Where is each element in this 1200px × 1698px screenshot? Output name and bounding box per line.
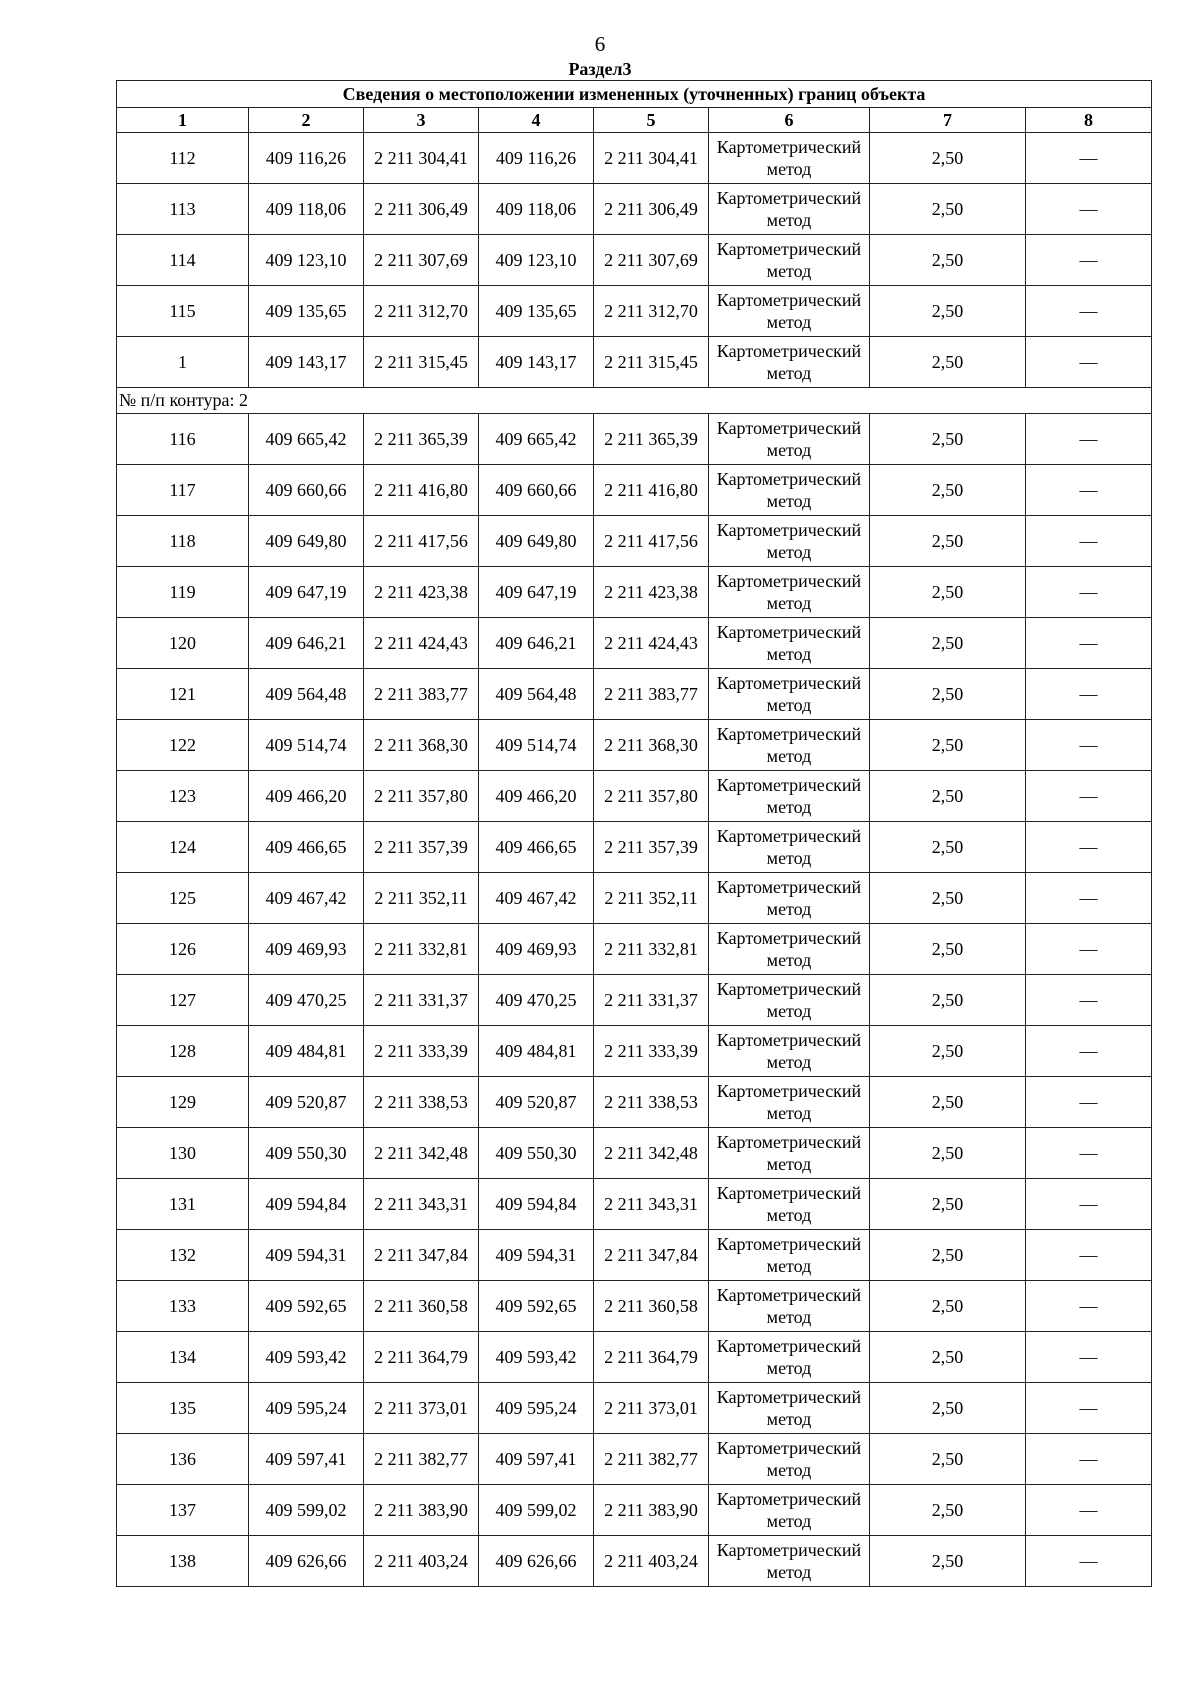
method-cell: Картометрический метод xyxy=(709,1179,870,1230)
accuracy-cell: 2,50 xyxy=(870,1026,1026,1077)
x-new-cell: 409 594,84 xyxy=(479,1179,594,1230)
method-cell: Картометрический метод xyxy=(709,618,870,669)
x-existing-cell: 409 469,93 xyxy=(249,924,364,975)
description-cell: — xyxy=(1026,1230,1152,1281)
point-number-cell: 131 xyxy=(117,1179,249,1230)
description-cell: — xyxy=(1026,1128,1152,1179)
table-row xyxy=(117,286,1152,337)
accuracy-cell: 2,50 xyxy=(870,516,1026,567)
point-number-cell: 122 xyxy=(117,720,249,771)
y-new-cell: 2 211 352,11 xyxy=(594,873,709,924)
accuracy-cell: 2,50 xyxy=(870,1383,1026,1434)
x-new-cell: 409 597,41 xyxy=(479,1434,594,1485)
method-cell: Картометрический метод xyxy=(709,1383,870,1434)
table-row xyxy=(117,1434,1152,1485)
accuracy-cell: 2,50 xyxy=(870,1230,1026,1281)
y-existing-cell: 2 211 306,49 xyxy=(364,184,479,235)
table-row xyxy=(117,414,1152,465)
x-existing-cell: 409 514,74 xyxy=(249,720,364,771)
accuracy-cell: 2,50 xyxy=(870,1179,1026,1230)
description-cell: — xyxy=(1026,1026,1152,1077)
column-header: 6 xyxy=(709,108,870,133)
y-new-cell: 2 211 304,41 xyxy=(594,133,709,184)
table-title-row xyxy=(117,81,1152,108)
method-cell: Картометрический метод xyxy=(709,720,870,771)
description-cell: — xyxy=(1026,184,1152,235)
point-number-cell: 133 xyxy=(117,1281,249,1332)
accuracy-cell: 2,50 xyxy=(870,184,1026,235)
x-new-cell: 409 116,26 xyxy=(479,133,594,184)
accuracy-cell: 2,50 xyxy=(870,567,1026,618)
table-row xyxy=(117,1536,1152,1587)
x-existing-cell: 409 626,66 xyxy=(249,1536,364,1587)
point-number-cell: 137 xyxy=(117,1485,249,1536)
y-new-cell: 2 211 312,70 xyxy=(594,286,709,337)
point-number-cell: 126 xyxy=(117,924,249,975)
x-new-cell: 409 550,30 xyxy=(479,1128,594,1179)
description-cell: — xyxy=(1026,1383,1152,1434)
y-existing-cell: 2 211 352,11 xyxy=(364,873,479,924)
y-new-cell: 2 211 338,53 xyxy=(594,1077,709,1128)
point-number-cell: 138 xyxy=(117,1536,249,1587)
y-existing-cell: 2 211 342,48 xyxy=(364,1128,479,1179)
x-existing-cell: 409 466,20 xyxy=(249,771,364,822)
x-existing-cell: 409 597,41 xyxy=(249,1434,364,1485)
y-existing-cell: 2 211 338,53 xyxy=(364,1077,479,1128)
x-existing-cell: 409 592,65 xyxy=(249,1281,364,1332)
x-new-cell: 409 647,19 xyxy=(479,567,594,618)
x-existing-cell: 409 646,21 xyxy=(249,618,364,669)
description-cell: — xyxy=(1026,1332,1152,1383)
y-new-cell: 2 211 383,90 xyxy=(594,1485,709,1536)
description-cell: — xyxy=(1026,822,1152,873)
y-existing-cell: 2 211 312,70 xyxy=(364,286,479,337)
boundary-coordinates-table xyxy=(116,80,1152,1587)
accuracy-cell: 2,50 xyxy=(870,1485,1026,1536)
method-cell: Картометрический метод xyxy=(709,1434,870,1485)
point-number-cell: 123 xyxy=(117,771,249,822)
y-new-cell: 2 211 423,38 xyxy=(594,567,709,618)
y-existing-cell: 2 211 416,80 xyxy=(364,465,479,516)
contour-row xyxy=(117,388,1152,414)
point-number-cell: 134 xyxy=(117,1332,249,1383)
description-cell: — xyxy=(1026,286,1152,337)
table-row xyxy=(117,1332,1152,1383)
description-cell: — xyxy=(1026,618,1152,669)
accuracy-cell: 2,50 xyxy=(870,133,1026,184)
description-cell: — xyxy=(1026,133,1152,184)
column-header: 3 xyxy=(364,108,479,133)
y-new-cell: 2 211 331,37 xyxy=(594,975,709,1026)
description-cell: — xyxy=(1026,720,1152,771)
y-new-cell: 2 211 424,43 xyxy=(594,618,709,669)
y-new-cell: 2 211 342,48 xyxy=(594,1128,709,1179)
y-new-cell: 2 211 347,84 xyxy=(594,1230,709,1281)
table-header-row xyxy=(117,108,1152,133)
accuracy-cell: 2,50 xyxy=(870,414,1026,465)
x-existing-cell: 409 649,80 xyxy=(249,516,364,567)
accuracy-cell: 2,50 xyxy=(870,720,1026,771)
table-row xyxy=(117,1230,1152,1281)
method-cell: Картометрический метод xyxy=(709,235,870,286)
description-cell: — xyxy=(1026,235,1152,286)
table-row xyxy=(117,184,1152,235)
x-new-cell: 409 649,80 xyxy=(479,516,594,567)
accuracy-cell: 2,50 xyxy=(870,1281,1026,1332)
table-row xyxy=(117,771,1152,822)
column-header: 5 xyxy=(594,108,709,133)
point-number-cell: 136 xyxy=(117,1434,249,1485)
accuracy-cell: 2,50 xyxy=(870,286,1026,337)
method-cell: Картометрический метод xyxy=(709,1536,870,1587)
point-number-cell: 115 xyxy=(117,286,249,337)
x-new-cell: 409 593,42 xyxy=(479,1332,594,1383)
method-cell: Картометрический метод xyxy=(709,1230,870,1281)
y-existing-cell: 2 211 382,77 xyxy=(364,1434,479,1485)
table-row xyxy=(117,567,1152,618)
x-new-cell: 409 594,31 xyxy=(479,1230,594,1281)
accuracy-cell: 2,50 xyxy=(870,1077,1026,1128)
method-cell: Картометрический метод xyxy=(709,1026,870,1077)
point-number-cell: 120 xyxy=(117,618,249,669)
x-new-cell: 409 592,65 xyxy=(479,1281,594,1332)
method-cell: Картометрический метод xyxy=(709,465,870,516)
table-row xyxy=(117,1485,1152,1536)
y-existing-cell: 2 211 360,58 xyxy=(364,1281,479,1332)
x-existing-cell: 409 595,24 xyxy=(249,1383,364,1434)
accuracy-cell: 2,50 xyxy=(870,822,1026,873)
y-existing-cell: 2 211 383,90 xyxy=(364,1485,479,1536)
x-existing-cell: 409 647,19 xyxy=(249,567,364,618)
y-existing-cell: 2 211 333,39 xyxy=(364,1026,479,1077)
y-existing-cell: 2 211 332,81 xyxy=(364,924,479,975)
column-header: 1 xyxy=(117,108,249,133)
description-cell: — xyxy=(1026,1179,1152,1230)
point-number-cell: 130 xyxy=(117,1128,249,1179)
y-new-cell: 2 211 343,31 xyxy=(594,1179,709,1230)
method-cell: Картометрический метод xyxy=(709,1332,870,1383)
method-cell: Картометрический метод xyxy=(709,184,870,235)
x-new-cell: 409 135,65 xyxy=(479,286,594,337)
method-cell: Картометрический метод xyxy=(709,1485,870,1536)
point-number-cell: 112 xyxy=(117,133,249,184)
x-new-cell: 409 626,66 xyxy=(479,1536,594,1587)
x-new-cell: 409 660,66 xyxy=(479,465,594,516)
x-new-cell: 409 646,21 xyxy=(479,618,594,669)
accuracy-cell: 2,50 xyxy=(870,924,1026,975)
x-new-cell: 409 520,87 xyxy=(479,1077,594,1128)
description-cell: — xyxy=(1026,1077,1152,1128)
column-header: 7 xyxy=(870,108,1026,133)
x-existing-cell: 409 118,06 xyxy=(249,184,364,235)
x-new-cell: 409 118,06 xyxy=(479,184,594,235)
method-cell: Картометрический метод xyxy=(709,975,870,1026)
x-new-cell: 409 564,48 xyxy=(479,669,594,720)
y-new-cell: 2 211 360,58 xyxy=(594,1281,709,1332)
x-new-cell: 409 469,93 xyxy=(479,924,594,975)
table-row xyxy=(117,1077,1152,1128)
table-row xyxy=(117,975,1152,1026)
x-existing-cell: 409 599,02 xyxy=(249,1485,364,1536)
y-new-cell: 2 211 383,77 xyxy=(594,669,709,720)
column-header: 4 xyxy=(479,108,594,133)
table-row xyxy=(117,618,1152,669)
accuracy-cell: 2,50 xyxy=(870,337,1026,388)
table-row xyxy=(117,1383,1152,1434)
page-number: 6 xyxy=(594,32,606,56)
table-row xyxy=(117,235,1152,286)
section-label: Раздел3 xyxy=(568,59,632,79)
x-existing-cell: 409 564,48 xyxy=(249,669,364,720)
point-number-cell: 124 xyxy=(117,822,249,873)
y-existing-cell: 2 211 424,43 xyxy=(364,618,479,669)
method-cell: Картометрический метод xyxy=(709,1128,870,1179)
y-new-cell: 2 211 333,39 xyxy=(594,1026,709,1077)
x-existing-cell: 409 470,25 xyxy=(249,975,364,1026)
y-existing-cell: 2 211 383,77 xyxy=(364,669,479,720)
accuracy-cell: 2,50 xyxy=(870,771,1026,822)
x-new-cell: 409 123,10 xyxy=(479,235,594,286)
method-cell: Картометрический метод xyxy=(709,924,870,975)
y-new-cell: 2 211 382,77 xyxy=(594,1434,709,1485)
x-new-cell: 409 470,25 xyxy=(479,975,594,1026)
table-row xyxy=(117,873,1152,924)
x-existing-cell: 409 593,42 xyxy=(249,1332,364,1383)
y-new-cell: 2 211 332,81 xyxy=(594,924,709,975)
y-existing-cell: 2 211 403,24 xyxy=(364,1536,479,1587)
y-new-cell: 2 211 417,56 xyxy=(594,516,709,567)
description-cell: — xyxy=(1026,337,1152,388)
y-existing-cell: 2 211 417,56 xyxy=(364,516,479,567)
accuracy-cell: 2,50 xyxy=(870,618,1026,669)
y-existing-cell: 2 211 368,30 xyxy=(364,720,479,771)
y-new-cell: 2 211 416,80 xyxy=(594,465,709,516)
method-cell: Картометрический метод xyxy=(709,567,870,618)
x-new-cell: 409 665,42 xyxy=(479,414,594,465)
y-new-cell: 2 211 307,69 xyxy=(594,235,709,286)
x-existing-cell: 409 466,65 xyxy=(249,822,364,873)
description-cell: — xyxy=(1026,975,1152,1026)
table-row xyxy=(117,669,1152,720)
method-cell: Картометрический метод xyxy=(709,822,870,873)
accuracy-cell: 2,50 xyxy=(870,235,1026,286)
accuracy-cell: 2,50 xyxy=(870,465,1026,516)
x-existing-cell: 409 143,17 xyxy=(249,337,364,388)
y-existing-cell: 2 211 365,39 xyxy=(364,414,479,465)
method-cell: Картометрический метод xyxy=(709,133,870,184)
x-new-cell: 409 143,17 xyxy=(479,337,594,388)
point-number-cell: 135 xyxy=(117,1383,249,1434)
method-cell: Картометрический метод xyxy=(709,669,870,720)
point-number-cell: 127 xyxy=(117,975,249,1026)
description-cell: — xyxy=(1026,414,1152,465)
y-existing-cell: 2 211 304,41 xyxy=(364,133,479,184)
accuracy-cell: 2,50 xyxy=(870,1332,1026,1383)
method-cell: Картометрический метод xyxy=(709,337,870,388)
y-existing-cell: 2 211 331,37 xyxy=(364,975,479,1026)
method-cell: Картометрический метод xyxy=(709,1077,870,1128)
x-existing-cell: 409 594,84 xyxy=(249,1179,364,1230)
description-cell: — xyxy=(1026,1485,1152,1536)
accuracy-cell: 2,50 xyxy=(870,669,1026,720)
y-existing-cell: 2 211 343,31 xyxy=(364,1179,479,1230)
x-existing-cell: 409 116,26 xyxy=(249,133,364,184)
point-number-cell: 1 xyxy=(117,337,249,388)
table-row xyxy=(117,720,1152,771)
y-existing-cell: 2 211 364,79 xyxy=(364,1332,479,1383)
method-cell: Картометрический метод xyxy=(709,414,870,465)
accuracy-cell: 2,50 xyxy=(870,873,1026,924)
table-row xyxy=(117,924,1152,975)
y-new-cell: 2 211 306,49 xyxy=(594,184,709,235)
y-new-cell: 2 211 357,39 xyxy=(594,822,709,873)
y-existing-cell: 2 211 307,69 xyxy=(364,235,479,286)
x-existing-cell: 409 467,42 xyxy=(249,873,364,924)
y-existing-cell: 2 211 423,38 xyxy=(364,567,479,618)
x-new-cell: 409 467,42 xyxy=(479,873,594,924)
x-new-cell: 409 484,81 xyxy=(479,1026,594,1077)
y-existing-cell: 2 211 357,80 xyxy=(364,771,479,822)
point-number-cell: 116 xyxy=(117,414,249,465)
description-cell: — xyxy=(1026,669,1152,720)
y-new-cell: 2 211 403,24 xyxy=(594,1536,709,1587)
y-existing-cell: 2 211 347,84 xyxy=(364,1230,479,1281)
y-new-cell: 2 211 373,01 xyxy=(594,1383,709,1434)
point-number-cell: 113 xyxy=(117,184,249,235)
description-cell: — xyxy=(1026,1536,1152,1587)
description-cell: — xyxy=(1026,516,1152,567)
table-row xyxy=(117,1026,1152,1077)
point-number-cell: 117 xyxy=(117,465,249,516)
column-header: 8 xyxy=(1026,108,1152,133)
point-number-cell: 128 xyxy=(117,1026,249,1077)
method-cell: Картометрический метод xyxy=(709,286,870,337)
point-number-cell: 121 xyxy=(117,669,249,720)
description-cell: — xyxy=(1026,771,1152,822)
description-cell: — xyxy=(1026,873,1152,924)
x-new-cell: 409 595,24 xyxy=(479,1383,594,1434)
table-title: Сведения о местоположении измененных (уточненных) границ объекта xyxy=(117,81,1152,108)
table-row xyxy=(117,822,1152,873)
method-cell: Картометрический метод xyxy=(709,771,870,822)
accuracy-cell: 2,50 xyxy=(870,975,1026,1026)
method-cell: Картометрический метод xyxy=(709,1281,870,1332)
point-number-cell: 132 xyxy=(117,1230,249,1281)
description-cell: — xyxy=(1026,567,1152,618)
column-header: 2 xyxy=(249,108,364,133)
table-row xyxy=(117,465,1152,516)
x-new-cell: 409 599,02 xyxy=(479,1485,594,1536)
y-new-cell: 2 211 364,79 xyxy=(594,1332,709,1383)
x-existing-cell: 409 484,81 xyxy=(249,1026,364,1077)
method-cell: Картометрический метод xyxy=(709,516,870,567)
point-number-cell: 114 xyxy=(117,235,249,286)
x-existing-cell: 409 135,65 xyxy=(249,286,364,337)
table-row xyxy=(117,337,1152,388)
description-cell: — xyxy=(1026,1434,1152,1485)
y-new-cell: 2 211 357,80 xyxy=(594,771,709,822)
table-row xyxy=(117,1179,1152,1230)
accuracy-cell: 2,50 xyxy=(870,1536,1026,1587)
y-existing-cell: 2 211 373,01 xyxy=(364,1383,479,1434)
x-existing-cell: 409 594,31 xyxy=(249,1230,364,1281)
x-existing-cell: 409 660,66 xyxy=(249,465,364,516)
table-row xyxy=(117,133,1152,184)
method-cell: Картометрический метод xyxy=(709,873,870,924)
y-existing-cell: 2 211 315,45 xyxy=(364,337,479,388)
y-new-cell: 2 211 368,30 xyxy=(594,720,709,771)
table-row xyxy=(117,516,1152,567)
point-number-cell: 118 xyxy=(117,516,249,567)
x-existing-cell: 409 123,10 xyxy=(249,235,364,286)
description-cell: — xyxy=(1026,924,1152,975)
accuracy-cell: 2,50 xyxy=(870,1128,1026,1179)
x-existing-cell: 409 550,30 xyxy=(249,1128,364,1179)
x-new-cell: 409 514,74 xyxy=(479,720,594,771)
y-new-cell: 2 211 315,45 xyxy=(594,337,709,388)
x-existing-cell: 409 520,87 xyxy=(249,1077,364,1128)
description-cell: — xyxy=(1026,1281,1152,1332)
point-number-cell: 129 xyxy=(117,1077,249,1128)
accuracy-cell: 2,50 xyxy=(870,1434,1026,1485)
x-new-cell: 409 466,20 xyxy=(479,771,594,822)
table-row xyxy=(117,1128,1152,1179)
y-new-cell: 2 211 365,39 xyxy=(594,414,709,465)
table-row xyxy=(117,1281,1152,1332)
x-new-cell: 409 466,65 xyxy=(479,822,594,873)
contour-label: № п/п контура: 2 xyxy=(117,388,1152,414)
point-number-cell: 125 xyxy=(117,873,249,924)
x-existing-cell: 409 665,42 xyxy=(249,414,364,465)
y-existing-cell: 2 211 357,39 xyxy=(364,822,479,873)
description-cell: — xyxy=(1026,465,1152,516)
point-number-cell: 119 xyxy=(117,567,249,618)
